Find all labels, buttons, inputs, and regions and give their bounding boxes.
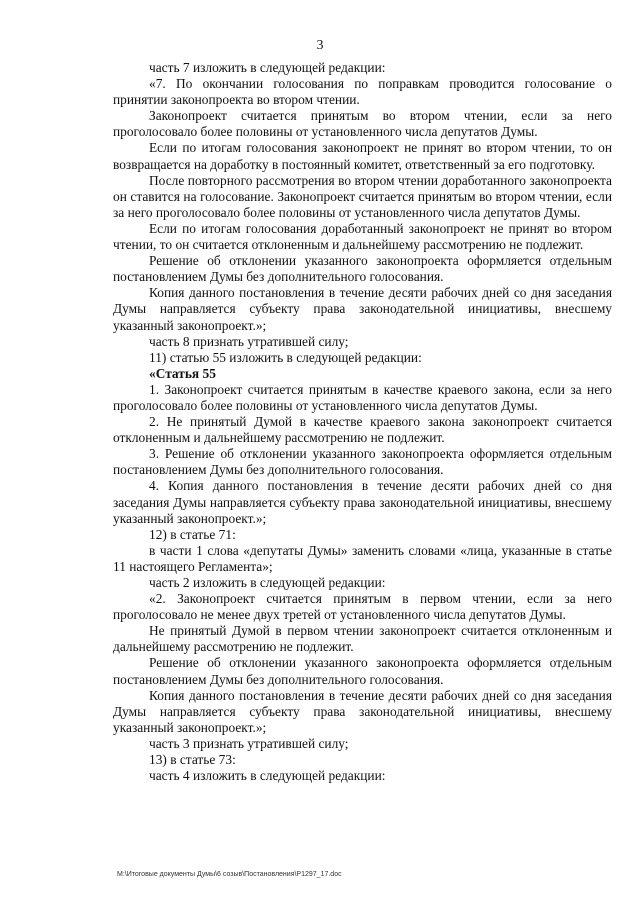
paragraph: «7. По окончании голосования по поправкам проводится голосование о принятии законопроекта во втором чтении. [113,76,612,108]
article-heading: «Статья 55 [149,365,216,381]
paragraph: Если по итогам голосования законопроект не принят во втором чтении, то он возвращается на доработку в постоянный комитет, ответственный за его подготовку. [113,140,612,172]
document-body [113,60,612,784]
paragraph: Решение об отклонении указанного законопроекта оформляется отдельным постановлением Думы без дополнительного голосования. [113,253,612,285]
paragraph: 2. Не принятый Думой в качестве краевого закона законопроект считается отклоненным и дальнейшему рассмотрению не подлежит. [113,414,612,446]
page-number: 3 [316,38,324,53]
paragraph: Копия данного постановления в течение десяти рабочих дней со дня заседания Думы направляется субъекту права законодательной инициативы, внесшему указанный законопроект.»; [113,687,612,735]
paragraph: Если по итогам голосования доработанный законопроект не принят во втором чтении, то он считается отклоненным и дальнейшему рассмотрению не подлежит. [113,220,612,253]
paragraph: Законопроект считается принятым во втором чтении, если за него проголосовало более половины от установленного числа депутатов Думы. [113,108,612,140]
paragraph: Копия данного постановления в течение десяти рабочих дней со дня заседания Думы направляется субъекту права законодательной инициативы, внесшему указанный законопроект.»; [113,285,612,333]
paragraph: 3. Решение об отклонении указанного законопроекта оформляется отдельным постановлением Думы без дополнительного голосования. [113,446,612,478]
paragraph: в части 1 слова «депутаты Думы» заменить словами «лица, указанные в статье 11 настоящего Регламента»; [113,542,612,574]
footer-file-path: M:\Итоговые документы Думы\6 созыв\Постановления\P1297_17.doc [117,871,342,878]
paragraph: часть 4 изложить в следующей редакции: [149,768,386,784]
paragraph: После повторного рассмотрения во втором чтении доработанного законопроекта он ставится на голосование. Законопроект считается принятым во втором чтении, если за него проголосовало более половины от установленного числа депутатов Думы. [113,172,612,220]
paragraph: Решение об отклонении указанного законопроекта оформляется отдельным постановлением Думы без дополнительного голосования. [113,655,612,687]
paragraph: 1. Законопроект считается принятым в качестве краевого закона, если за него проголосовало более половины от установленного числа депутатов Думы. [113,381,612,413]
paragraph: «2. Законопроект считается принятым в первом чтении, если за него проголосовало не менее двух третей от установленного числа депутатов Думы. [113,591,612,623]
paragraph: часть 2 изложить в следующей редакции: [149,575,386,590]
paragraph: Не принятый Думой в первом чтении законопроект считается отклоненным и дальнейшему рассмотрению не подлежит. [113,623,612,655]
paragraph: часть 3 признать утратившей силу; [149,735,349,751]
paragraph: 4. Копия данного постановления в течение десяти рабочих дней со дня заседания Думы направляется субъекту права законодательной инициативы, внесшему указанный законопроект.»; [113,478,612,526]
paragraph: 13) в статье 73: [149,752,236,768]
paragraph: часть 8 признать утратившей силу; [149,333,349,349]
paragraph: 11) статью 55 изложить в следующей редакции: [149,349,422,365]
paragraph: 12) в статье 71: [149,526,236,542]
paragraph: часть 7 изложить в следующей редакции: [149,60,386,75]
